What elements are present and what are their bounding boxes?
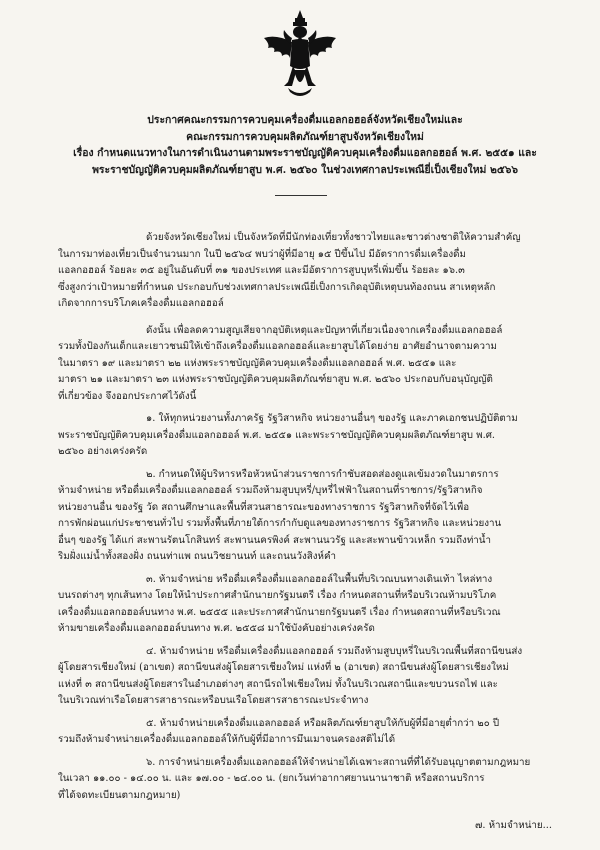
body-line: ที่ได้จดทะเบียนตามกฎหมาย) bbox=[58, 789, 181, 801]
body-line: บนรถต่างๆ ทุกเส้นทาง โดยให้นำประกาศสำนักนายกรัฐมนตรี เรื่อง กำหนดสถานที่หรือบริเวณห้ามบริโภค bbox=[58, 590, 497, 601]
title-line: ประกาศคณะกรรมการควบคุมเครื่องดื่มแอลกอฮอล์จังหวัดเชียงใหม่และ bbox=[147, 114, 463, 126]
title-line: เรื่อง กำหนดแนวทางในการดำเนินงานตามพระราชบัญญัติควบคุมเครื่องดื่มแอลกอฮอล์ พ.ศ. ๒๕๕๑ และ bbox=[73, 147, 537, 159]
body-line: ผู้โดยสารเชียงใหม่ (อาเขต) สถานีขนส่งผู้โดยสารเชียงใหม่ แห่งที่ ๒ (อาเขต) สถานีขนส่งผู้โดยสารเชียงใหม่ bbox=[58, 662, 509, 673]
body-line: ๕. ห้ามจำหน่ายเครื่องดื่มแอลกอฮอล์ หรือผลิตภัณฑ์ยาสูบให้กับผู้ที่มีอายุต่ำกว่า ๒๐ ปี bbox=[146, 717, 500, 729]
body-line: อื่นๆ ของรัฐ ได้แก่ สะพานรัตนโกสินทร์ สะพานนครพิงค์ สะพานนวรัฐ และสะพานข้าวเหล็ก รวมถึงท่าน้ำ bbox=[58, 534, 491, 546]
body-line: ในบริเวณท่าเรือโดยสารสาธารณะหรือบนเรือโดยสารสาธารณะประจำทาง bbox=[58, 695, 369, 706]
clause-6 bbox=[58, 755, 560, 805]
body-line: รวมถึงห้ามจำหน่ายเครื่องดื่มแอลกอฮอล์ให้กับผู้ที่มีอาการมึนเมาจนครองสติไม่ได้ bbox=[58, 734, 396, 745]
body-line: ๒๕๖๐ อย่างเคร่งครัด bbox=[58, 446, 148, 457]
body-line: แอลกอฮอล์ ร้อยละ ๓๕ อยู่ในอันดับที่ ๓๑ ของประเทศ และมีอัตราการสูบบุหรี่เพิ่มขึ้น ร้อยละ ๑๖.๓ bbox=[58, 265, 465, 276]
body-line: ที่เกี่ยวข้อง จึงออกประกาศไว้ดังนี้ bbox=[58, 390, 197, 402]
authority-paragraph bbox=[58, 323, 560, 406]
title-divider bbox=[275, 195, 327, 196]
announcement-body bbox=[58, 230, 560, 810]
clause-5 bbox=[58, 716, 560, 749]
body-line: แห่งที่ ๓ สถานีขนส่งผู้โดยสารในอำเภอต่างๆ สถานีรถไฟเชียงใหม่ ทั้งในบริเวณสถานีและขบวนรถไฟ และ bbox=[58, 678, 498, 690]
clause-4 bbox=[58, 644, 560, 710]
title-line: คณะกรรมการควบคุมผลิตภัณฑ์ยาสูบจังหวัดเชียงใหม่ bbox=[186, 130, 424, 143]
body-line: ในเวลา ๑๑.๐๐ - ๑๔.๐๐ น. และ ๑๗.๐๐ - ๒๔.๐๐ น. (ยกเว้นท่าอากาศยานนานาชาติ หรือสถานบริการ bbox=[58, 773, 485, 784]
clause-1 bbox=[58, 411, 560, 461]
body-line: ซึ่งสูงกว่าเป้าหมายที่กำหนด ประกอบกับช่วงเทศกาลประเพณียี่เป็งการเกิดอุบัติเหตุบนท้องถนน สาเหตุหลัก bbox=[58, 281, 496, 293]
body-line: ด้วยจังหวัดเชียงใหม่ เป็นจังหวัดที่มีนักท่องเที่ยวทั้งชาวไทยและชาวต่างชาติให้ความสำคัญ bbox=[146, 232, 521, 243]
garuda-emblem-icon bbox=[262, 8, 338, 100]
clause-2 bbox=[58, 467, 560, 566]
body-line: มาตรา ๒๑ และมาตรา ๒๓ แห่งพระราชบัญญัติควบคุมผลิตภัณฑ์ยาสูบ พ.ศ. ๒๕๖๐ ประกอบกับอนุบัญญัติ bbox=[58, 374, 493, 385]
body-line: ในการมาท่องเที่ยวเป็นจำนวนมาก ในปี ๒๕๖๔ พบว่าผู้ที่มีอายุ ๑๕ ปีขึ้นไป มีอัตราการดื่มเครื่องดื่ม bbox=[58, 248, 466, 260]
body-line: ริมฝั่งแม่น้ำทั้งสองฝั่ง ถนนท่าแพ ถนนวิชยานนท์ และถนนวังสิงห์คำ bbox=[58, 551, 337, 562]
body-line: ห้ามจำหน่าย หรือดื่มเครื่องดื่มแอลกอฮอล์ รวมถึงห้ามสูบบุหรี่/บุหรี่ไฟฟ้าในสถานที่ราชการ/รัฐวิสาหกิจ bbox=[58, 485, 483, 496]
body-line: รวมทั้งป้องกันเด็กและเยาวชนมิให้เข้าถึงเครื่องดื่มแอลกอฮอล์และยาสูบได้โดยง่าย อาศัยอำนาจตามความ bbox=[58, 341, 497, 352]
body-line: เกิดจากการบริโภคเครื่องดื่มแอลกอฮอล์ bbox=[58, 298, 224, 309]
body-line: ๒. กำหนดให้ผู้บริหารหรือหัวหน้าส่วนราชการกำชับสอดส่องดูแลเข้มงวดในมาตรการ bbox=[146, 468, 499, 480]
body-line: ๑. ให้ทุกหน่วยงานทั้งภาครัฐ รัฐวิสาหกิจ หน่วยงานอื่นๆ ของรัฐ และภาคเอกชนปฏิบัติตาม bbox=[146, 413, 518, 424]
body-line: พระราชบัญญัติควบคุมเครื่องดื่มแอลกอฮอล์ พ.ศ. ๒๕๕๑ และพระราชบัญญัติควบคุมผลิตภัณฑ์ยาสูบ พ.ศ. bbox=[58, 429, 496, 441]
body-line: ในมาตรา ๑๙ และมาตรา ๒๒ แห่งพระราชบัญญัติควบคุมเครื่องดื่มแอลกอฮอล์ พ.ศ. ๒๕๕๑ และ bbox=[58, 357, 457, 369]
body-line: เครื่องดื่มแอลกอฮอล์บนทาง พ.ศ. ๒๕๕๕ และประกาศสำนักนายกรัฐมนตรี เรื่อง กำหนดสถานที่หรือบริเวณ bbox=[58, 606, 501, 618]
body-line: ๔. ห้ามจำหน่าย หรือดื่มเครื่องดื่มแอลกอฮอล์ รวมถึงห้ามสูบบุหรี่ในบริเวณพื้นที่สถานีขนส่ง bbox=[146, 645, 523, 657]
clause-3 bbox=[58, 572, 560, 638]
body-line: หน่วยงานอื่น ของรัฐ วัด สถานศึกษาและพื้นที่สวนสาธารณะของทางราชการ รัฐวิสาหกิจที่จัดไว้เพื่อ bbox=[58, 501, 470, 513]
intro-paragraph bbox=[58, 230, 560, 313]
title-line: พระราชบัญญัติควบคุมผลิตภัณฑ์ยาสูบ พ.ศ. ๒๕๖๐ ในช่วงเทศกาลประเพณียี่เป็งเชียงใหม่ ๒๕๖๖ bbox=[92, 163, 518, 176]
body-line: การพักผ่อนแก่ประชาชนทั่วไป รวมทั้งพื้นที่ภายใต้การกำกับดูแลของทางราชการ รัฐวิสาหกิจ และหน่วยงาน bbox=[58, 518, 502, 529]
body-line: ดังนั้น เพื่อลดความสูญเสียจากอุบัติเหตุและปัญหาที่เกี่ยวเนื่องจากเครื่องดื่มแอลกอฮอล์ bbox=[146, 324, 503, 336]
continuation-marker: ๗. ห้ามจำหน่าย... bbox=[475, 820, 552, 831]
announcement-title bbox=[50, 112, 560, 178]
body-line: ๓. ห้ามจำหน่าย หรือดื่มเครื่องดื่มแอลกอฮอล์ในพื้นที่บริเวณบนทางเดินเท้า ไหล่ทาง bbox=[146, 573, 493, 585]
body-line: ห้ามขายเครื่องดื่มแอลกอฮอล์บนทาง พ.ศ. ๒๕๕๘ มาใช้บังคับอย่างเคร่งครัด bbox=[58, 623, 375, 634]
body-line: ๖. การจำหน่ายเครื่องดื่มแอลกอฮอล์ให้จำหน่ายได้เฉพาะสถานที่ที่ได้รับอนุญาตตามกฎหมาย bbox=[146, 756, 531, 768]
